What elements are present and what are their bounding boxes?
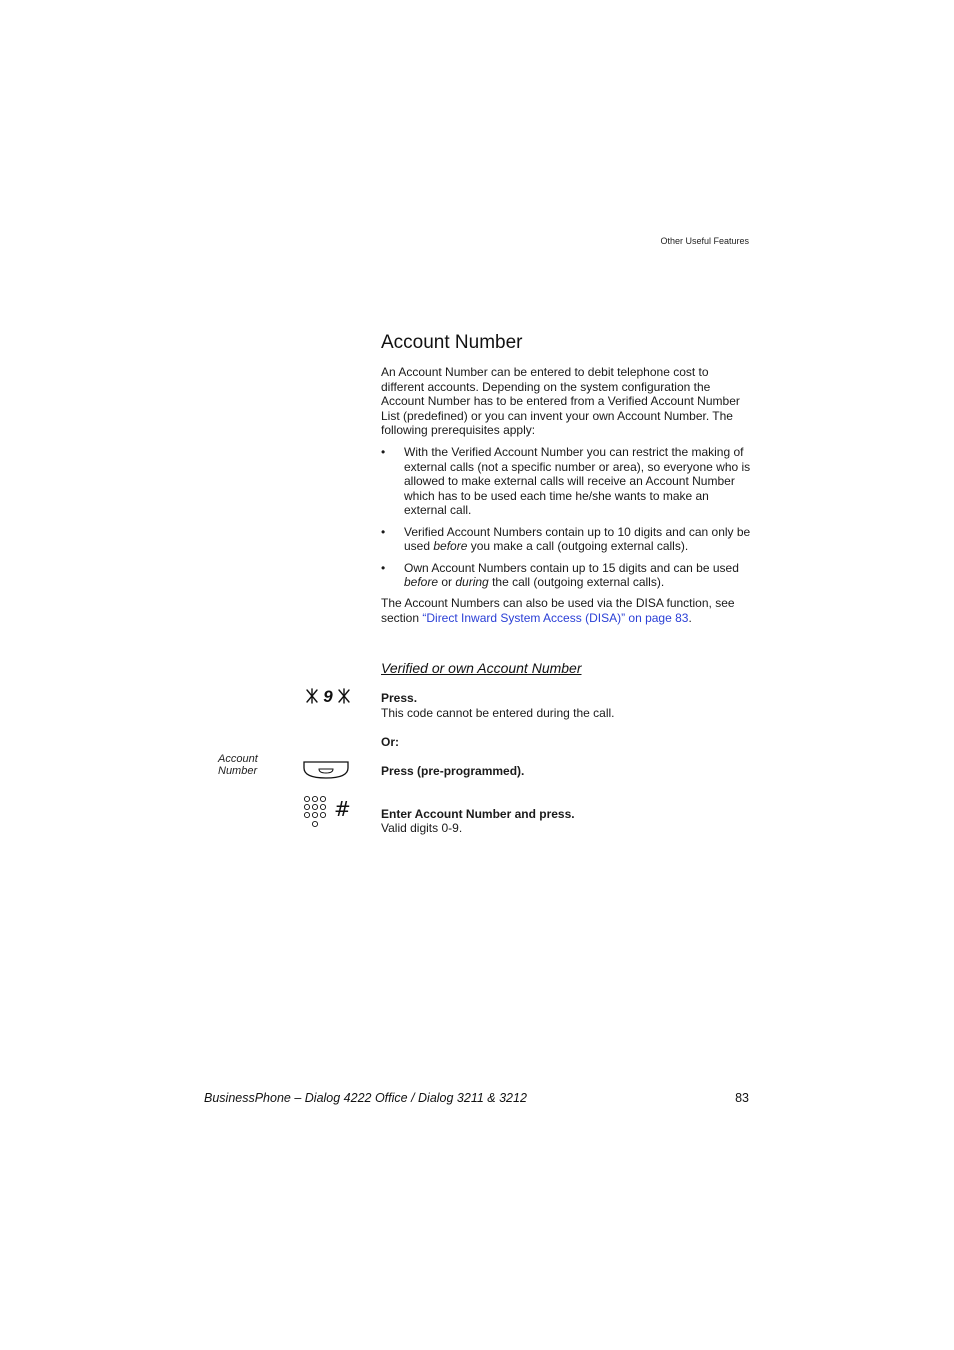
- or-label: Or:: [381, 735, 399, 749]
- prerequisites-list: [381, 445, 751, 597]
- page-number: 83: [735, 1091, 749, 1105]
- press-note: This code cannot be entered during the call.: [381, 706, 615, 720]
- disa-paragraph: The Account Numbers can also be used via the DISA function, see section “Direct Inward System Access (DISA)” on page 83.: [381, 596, 735, 625]
- svg-text:9: 9: [323, 687, 333, 706]
- section-subheading: Verified or own Account Number: [381, 660, 582, 676]
- page-title: Account Number: [381, 332, 523, 353]
- list-item: • Own Account Numbers contain up to 15 digits and can be used before or during the call (outgoing external calls).: [381, 560, 739, 589]
- footer-product: BusinessPhone – Dialog 4222 Office / Dialog 3211 & 3212: [204, 1091, 527, 1105]
- account-number-key-label: Account Number: [218, 753, 258, 777]
- press-programmed-instruction: Press (pre-programmed).: [381, 764, 525, 778]
- running-header: Other Useful Features: [660, 236, 749, 246]
- enter-account-instruction: Enter Account Number and press.: [381, 807, 575, 821]
- disa-link[interactable]: “Direct Inward System Access (DISA)” on page 83: [422, 610, 689, 625]
- list-item: • With the Verified Account Number you can restrict the making of external calls (not a specific number or area), so everyone who is allowed to make external calls will receive an Account Number which has to be used each time he/she wants to make an external call.: [381, 445, 751, 517]
- press-instruction: Press.: [381, 691, 418, 705]
- hash-key-icon: #: [334, 797, 351, 821]
- bullet-icon: •: [381, 445, 386, 459]
- keypad-icon: [303, 795, 329, 831]
- bullet-icon: •: [381, 560, 386, 575]
- list-item: • Verified Account Numbers contain up to 10 digits and can only be used before you make a call (outgoing external calls).: [381, 524, 751, 553]
- bullet-icon: •: [381, 524, 386, 539]
- star-nine-star-code-icon: [304, 686, 352, 706]
- programmable-key-icon[interactable]: [302, 760, 350, 780]
- valid-digits-note: Valid digits 0-9.: [381, 821, 463, 835]
- intro-paragraph: An Account Number can be entered to debit telephone cost to different accounts. Depending on the system configuration the Account Number has to be entered from a Verified Account Number List (predefined) or you can invent your own Account Number. The following prerequisites apply:: [381, 365, 740, 437]
